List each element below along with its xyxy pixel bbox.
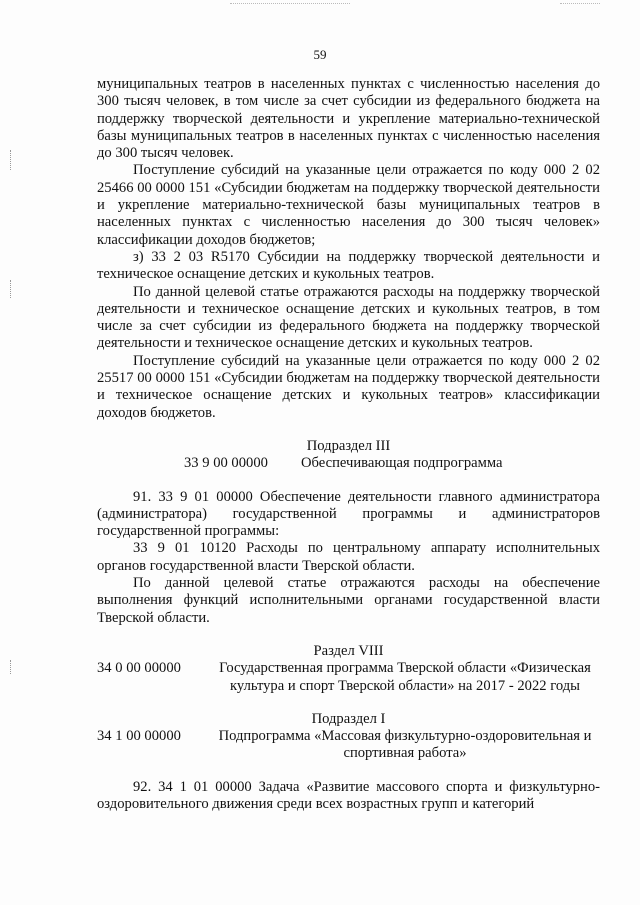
paragraph: 33 9 01 10120 Расходы по центральному аппарату исполнительных органов государственной власти Тверской области. (97, 540, 600, 574)
subsection-code: 33 9 00 00000 (184, 455, 268, 472)
scan-artifact (560, 3, 600, 4)
scan-margin-mark (10, 280, 12, 298)
paragraph: Поступление субсидий на указанные цели отражается по коду 000 2 02 25466 00 0000 151 «Субсидии бюджетам на поддержку творческой деятельности и укрепление материально-технической базы муниципальных театров в населенных пунктах с численностью населения до 300 тысяч человек» классификации доходов бюджетов; (97, 162, 600, 248)
scan-margin-mark (10, 150, 12, 170)
subsection-code: 34 1 00 00000 (97, 728, 181, 745)
page-number: 59 (313, 47, 327, 62)
section-title: Государственная программа Тверской области «Физическая культура и спорт Тверской области» на 2017 - 2022 годы (219, 660, 591, 694)
subsection-title: Подпрограмма «Массовая физкультурно-оздоровительная и спортивная работа» (218, 728, 592, 762)
section-heading: Раздел VIII (313, 642, 384, 659)
paragraph: 91. 33 9 01 00000 Обеспечение деятельности главного администратора (администратора) государственной программы и администраторов государственной программы: (97, 488, 600, 540)
paragraph: муниципальных театров в населенных пунктах с численностью населения до 300 тысяч человек, в том числе за счет субсидии из федерального бюджета на поддержку творческой деятельности и укрепление материально-технической базы муниципальных театров в населенных пунктах с численностью населения до 300 тысяч человек. (97, 76, 600, 162)
document-body (97, 76, 600, 813)
paragraph: з) 33 2 03 R5170 Субсидии на поддержку творческой деятельности и техническое оснащение детских и кукольных театров. (97, 248, 600, 283)
subsection-title: Обеспечивающая подпрограмма (301, 455, 503, 472)
subsection-heading: Подраздел I (311, 710, 386, 727)
scan-artifact (230, 3, 350, 4)
paragraph: Поступление субсидий на указанные цели отражается по коду 000 2 02 25517 00 0000 151 «Субсидии бюджетам на поддержку творческой деятельности и техническое оснащение детских и кукольных театров» классификации доходов бюджетов. (97, 352, 600, 421)
section-code: 34 0 00 00000 (97, 660, 181, 677)
paragraph: По данной целевой статье отражаются расходы на поддержку творческой деятельности и техническое оснащение детских и кукольных театров, в том числе за счет субсидии из федерального бюджета на поддержку творческой деятельности и техническое оснащение детских и кукольных театров. (97, 283, 600, 352)
subsection-heading: Подраздел III (306, 437, 391, 454)
paragraph: По данной целевой статье отражаются расходы на обеспечение выполнения функций исполнительными органами государственной власти Тверской области. (97, 575, 600, 626)
paragraph: 92. 34 1 01 00000 Задача «Развитие массового спорта и физкультурно-оздоровительного движения среди всех возрастных групп и категорий (97, 778, 600, 812)
scan-margin-mark (10, 660, 12, 674)
